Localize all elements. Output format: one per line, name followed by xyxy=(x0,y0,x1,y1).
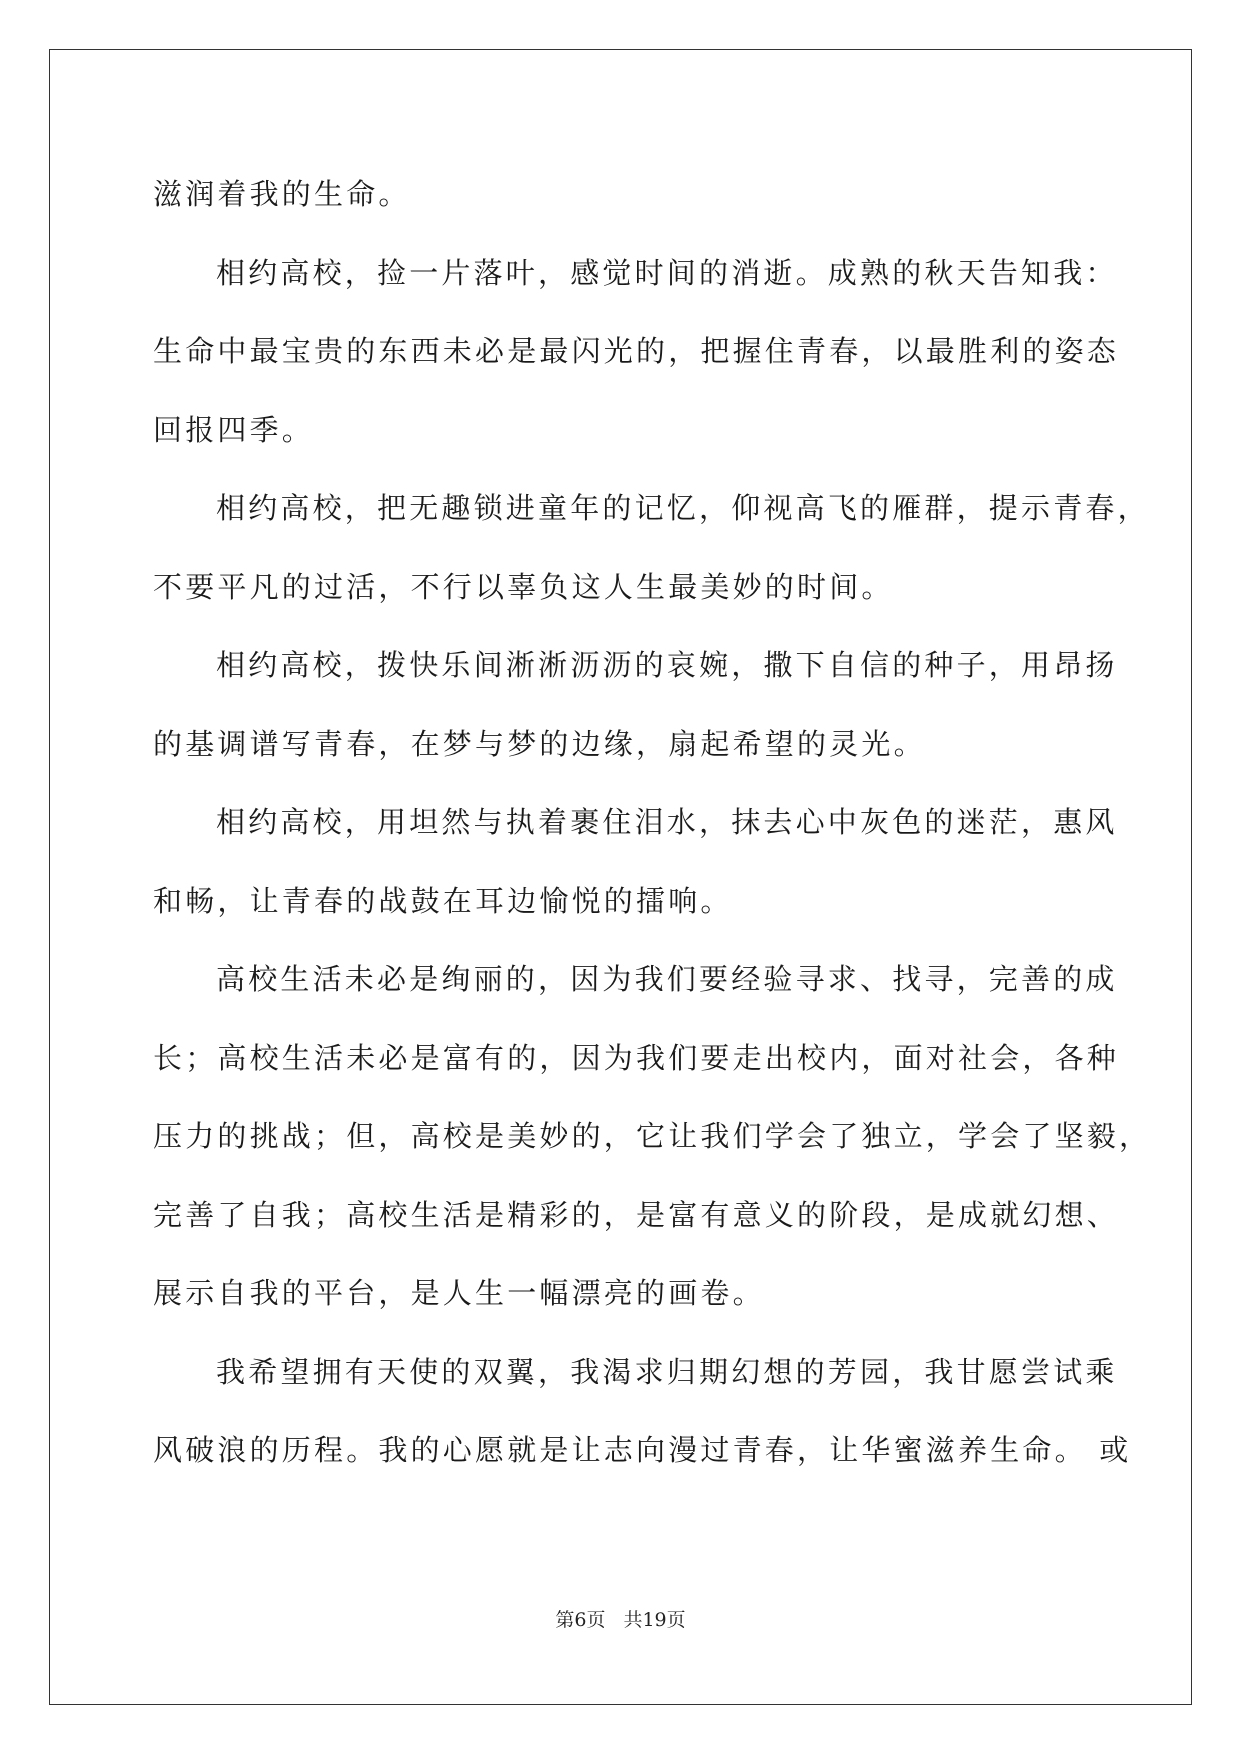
text-line: 展示自我的平台，是人生一幅漂亮的画卷。 xyxy=(153,1276,765,1310)
text-line: 相约高校，用坦然与执着裹住泪水，抹去心中灰色的迷茫，惠风 xyxy=(216,805,1118,839)
page-number: 第6页 xyxy=(555,1609,606,1631)
document-body xyxy=(153,155,1152,1490)
text-line: 相约高校，捡一片落叶，感觉时间的消逝。成熟的秋天告知我： xyxy=(216,255,1118,290)
text-line: 滋润着我的生命。 xyxy=(153,177,411,211)
text-line: 压力的挑战；但，高校是美妙的，它让我们学会了独立，学会了坚毅， xyxy=(153,1119,1152,1153)
text-line: 长；高校生活未必是富有的，因为我们要走出校内，面对社会，各种 xyxy=(153,1040,1120,1075)
text-line: 生命中最宝贵的东西未必是最闪光的，把握住青春，以最胜利的姿态 xyxy=(153,334,1120,368)
text-line: 不要平凡的过活，不行以辜负这人生最美妙的时间。 xyxy=(153,569,894,604)
page-total: 共19页 xyxy=(623,1609,686,1631)
page-footer xyxy=(0,1608,1241,1632)
text-line: 风破浪的历程。我的心愿就是让志向漫过青春，让华蜜滋养生命。 或 xyxy=(153,1433,1132,1467)
text-line: 我希望拥有天使的双翼，我渴求归期幻想的芳园，我甘愿尝试乘 xyxy=(216,1354,1118,1389)
text-line: 回报四季。 xyxy=(153,412,315,447)
text-line: 高校生活未必是绚丽的，因为我们要经验寻求、找寻，完善的成 xyxy=(216,962,1118,996)
text-line: 完善了自我；高校生活是精彩的，是富有意义的阶段，是成就幻想、 xyxy=(153,1197,1120,1232)
text-line: 相约高校，把无趣锁进童年的记忆，仰视高飞的雁群，提示青春， xyxy=(216,491,1150,525)
text-line: 和畅，让青春的战鼓在耳边愉悦的擂响。 xyxy=(153,883,733,918)
text-line: 的基调谱写青春，在梦与梦的边缘，扇起希望的灵光。 xyxy=(153,726,926,761)
text-line: 相约高校，拨快乐间淅淅沥沥的哀婉，撒下自信的种子，用昂扬 xyxy=(216,648,1118,682)
